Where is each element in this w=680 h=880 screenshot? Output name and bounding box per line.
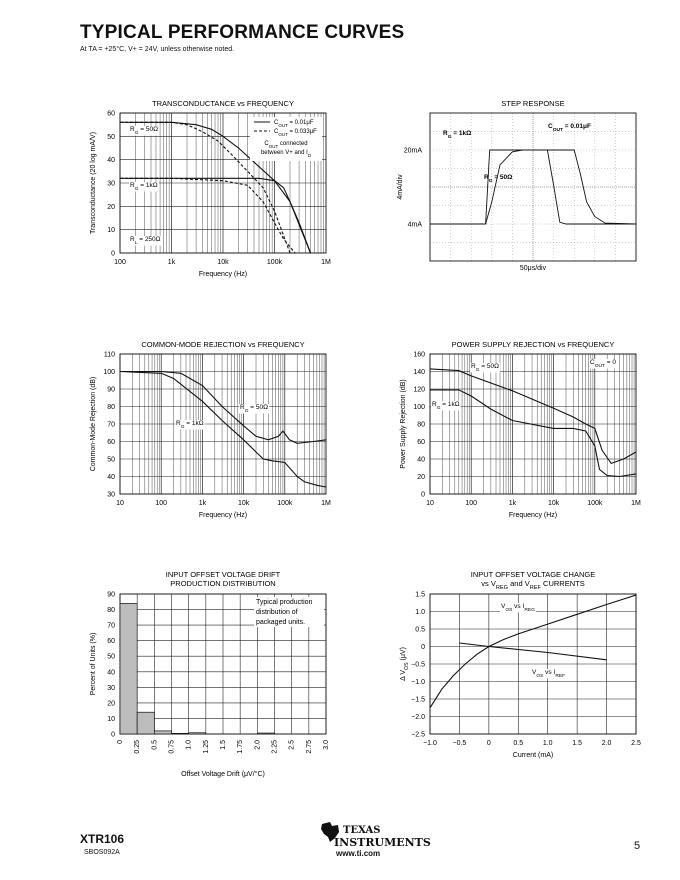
x-tick-label: 1M bbox=[321, 500, 331, 507]
x-tick-label: 0.75 bbox=[168, 740, 176, 754]
x-axis-label: Current (mA) bbox=[512, 752, 554, 759]
legend-label: Typical production bbox=[256, 599, 313, 606]
chart-offset-drift bbox=[90, 570, 330, 778]
chart-title: POWER SUPPLY REJECTION vs FREQUENCY bbox=[451, 340, 615, 349]
y-tick-label: 10 bbox=[107, 227, 115, 235]
x-tick-label: 2.5 bbox=[288, 740, 296, 750]
y-axis-label: Common-Mode Rejection (dB) bbox=[90, 376, 97, 472]
y-tick-label: 20 bbox=[417, 474, 425, 481]
y-tick-label: 50 bbox=[107, 133, 115, 141]
chart-cmrr bbox=[90, 340, 331, 519]
chart-subtitle: vs $V_{REG}$ and $V_{REF}$ CURRENTS bbox=[481, 579, 585, 591]
x-tick-label: 0.5 bbox=[151, 740, 159, 750]
y-tick-label: −1.0 bbox=[411, 679, 425, 686]
series-line bbox=[430, 369, 636, 464]
annotation-label: $R_L = 250\Omega$ bbox=[130, 236, 161, 246]
y-tick-label: 60 bbox=[417, 439, 425, 446]
x-tick-label: 1k bbox=[198, 500, 207, 507]
chart-offset-change bbox=[400, 570, 641, 759]
y-tick-label: 10 bbox=[107, 715, 115, 723]
y-tick-label: −2.0 bbox=[411, 714, 425, 721]
x-tick-label: 1.0 bbox=[542, 740, 553, 747]
y-tick-label: −0.5 bbox=[411, 661, 425, 669]
y-tick-label: −1.5 bbox=[411, 696, 425, 704]
bar bbox=[172, 733, 189, 734]
conditions-note: At TA = +25°C, V+ = 24V, unless otherwise noted. bbox=[80, 46, 235, 53]
y-tick-label: 20 bbox=[107, 700, 115, 708]
page-number: 5 bbox=[634, 840, 641, 852]
x-axis-label: Frequency (Hz) bbox=[198, 512, 248, 519]
x-tick-label: 0.5 bbox=[513, 740, 524, 747]
company-name-line1: TEXAS bbox=[343, 825, 381, 836]
y-tick-label: 100 bbox=[103, 369, 115, 376]
y-tick-label: 80 bbox=[107, 607, 115, 615]
x-tick-label: 2.25 bbox=[271, 740, 279, 754]
legend-label: $C_{OUT} = 0.033\mu F$ bbox=[274, 129, 317, 137]
chart-title: COMMON-MODE REJECTION vs FREQUENCY bbox=[141, 340, 305, 349]
y-tick-label: 40 bbox=[107, 157, 115, 165]
footer-document-id: SBOS092A bbox=[84, 849, 120, 856]
bar bbox=[120, 603, 137, 734]
annotation-label: $V_{OS}$ vs $I_{REG}$ bbox=[501, 603, 535, 613]
y-tick-label: 90 bbox=[107, 591, 115, 599]
y-axis-label: Power Supply Rejection (dB) bbox=[400, 379, 407, 469]
y-tick-label: 70 bbox=[107, 622, 115, 630]
y-tick-label: 90 bbox=[107, 386, 115, 394]
annotation-label: $R_G = 50\Omega$ bbox=[471, 363, 499, 373]
legend-label: $C_{OUT} = 0.01\mu F$ bbox=[274, 120, 314, 128]
legend-label: $C_{OUT}$ connected bbox=[264, 141, 308, 149]
chart-psrr bbox=[400, 340, 641, 519]
x-axis-label: 50μs/div bbox=[519, 265, 547, 272]
annotation-label: $R_G = 50\Omega$ bbox=[240, 404, 268, 414]
chart-subtitle: PRODUCTION DISTRIBUTION bbox=[170, 579, 276, 588]
legend-label: packaged units. bbox=[256, 619, 306, 626]
x-tick-label: 10k bbox=[217, 259, 229, 266]
x-axis-label: Frequency (Hz) bbox=[508, 512, 558, 519]
annotation-label: $R_G = 1k\Omega$ bbox=[130, 182, 158, 192]
bar bbox=[154, 731, 171, 734]
x-tick-label: 10k bbox=[237, 500, 250, 507]
x-tick-label: 10 bbox=[116, 500, 124, 507]
x-tick-label: 1.5 bbox=[220, 740, 227, 750]
x-tick-label: 100k bbox=[277, 500, 293, 507]
x-tick-label: 2.5 bbox=[631, 740, 641, 747]
x-tick-label: 1.5 bbox=[572, 740, 583, 747]
x-tick-label: 2.0 bbox=[254, 740, 262, 750]
x-tick-label: 10k bbox=[547, 500, 560, 507]
legend-label: between V+ and $I_D$ bbox=[260, 150, 312, 158]
x-tick-label: 2.0 bbox=[601, 740, 612, 747]
x-axis-label: Offset Voltage Drift (μV/°C) bbox=[181, 771, 265, 778]
annotation-label: $C_{OUT} = 0$ bbox=[590, 359, 616, 369]
chart-title: TRANSCONDUCTANCE vs FREQUENCY bbox=[152, 99, 294, 108]
y-tick-label: 40 bbox=[107, 669, 115, 677]
x-tick-label: 2.75 bbox=[305, 740, 313, 754]
annotation-label: $R_G = 50\Omega$ bbox=[130, 126, 158, 136]
company-name-line2: INSTRUMENTS bbox=[334, 836, 431, 849]
x-tick-label: 1M bbox=[321, 259, 331, 266]
bar bbox=[137, 712, 154, 734]
y-axis-label: Transconductance (20 log mA/V) bbox=[90, 131, 97, 235]
x-tick-label: 1.0 bbox=[185, 740, 193, 750]
y-tick-label: 0.5 bbox=[415, 626, 425, 634]
y-tick-label: 40 bbox=[107, 474, 115, 481]
x-tick-label: 100 bbox=[114, 259, 126, 266]
chart-transconductance bbox=[90, 99, 331, 278]
x-tick-label: −0.5 bbox=[452, 740, 467, 747]
annotation-label: $R_G = 50\Omega$ bbox=[484, 174, 513, 184]
bar bbox=[257, 733, 274, 734]
y-tick-label: 120 bbox=[413, 386, 425, 394]
x-tick-label: 0.25 bbox=[134, 740, 142, 754]
x-tick-label: 0 bbox=[486, 740, 491, 747]
y-tick-label: 1.5 bbox=[415, 591, 425, 599]
y-tick-label: 80 bbox=[107, 404, 115, 411]
y-tick-label: 50 bbox=[107, 456, 115, 464]
company-url[interactable]: www.ti.com bbox=[336, 849, 381, 858]
x-tick-label: 1.25 bbox=[202, 740, 210, 754]
bar bbox=[189, 733, 206, 734]
chart-title: INPUT OFFSET VOLTAGE CHANGE bbox=[470, 570, 596, 579]
y-tick-label: 140 bbox=[413, 369, 425, 376]
y-tick-label: 60 bbox=[107, 638, 115, 646]
x-tick-label: 100 bbox=[155, 500, 168, 507]
y-tick-label: 30 bbox=[107, 684, 115, 692]
y-tick-label: 40 bbox=[417, 456, 425, 464]
y-axis-label: Δ $V_{OS}$ (μV) bbox=[400, 647, 410, 681]
x-tick-label: 3.0 bbox=[323, 740, 330, 750]
y-tick-label: 30 bbox=[107, 491, 115, 499]
y-tick-label: 1.0 bbox=[415, 609, 425, 616]
x-tick-label: 10 bbox=[426, 500, 434, 507]
x-tick-label: 1k bbox=[167, 259, 176, 266]
x-tick-label: 1M bbox=[631, 500, 641, 507]
x-tick-label: 100 bbox=[465, 500, 478, 507]
y-tick-label: 60 bbox=[107, 439, 115, 446]
x-tick-label: 100k bbox=[587, 500, 603, 507]
x-tick-label: 0 bbox=[117, 740, 124, 744]
x-axis-label: Frequency (Hz) bbox=[198, 271, 248, 278]
annotation-label: $R_G = 1k\Omega$ bbox=[176, 420, 204, 430]
series-line bbox=[120, 372, 326, 444]
y-tick-label: 20mA bbox=[403, 147, 422, 155]
series-line bbox=[430, 390, 636, 477]
y-tick-label: 80 bbox=[417, 421, 425, 429]
y-tick-label: 0 bbox=[111, 250, 115, 258]
y-tick-label: 160 bbox=[413, 351, 425, 359]
y-axis-label: Percent of Units (%) bbox=[90, 632, 97, 696]
annotation-label: $R_G = 1k\Omega$ bbox=[432, 401, 460, 411]
y-tick-label: 50 bbox=[107, 653, 115, 661]
y-tick-label: 110 bbox=[103, 351, 115, 359]
legend-label: distribution of bbox=[256, 609, 298, 616]
annotation-label: $C_{OUT} = 0.01\mu F$ bbox=[548, 123, 591, 133]
footer-part-number: XTR106 bbox=[80, 832, 125, 846]
y-tick-label: 4mA bbox=[407, 221, 422, 229]
y-tick-label: 70 bbox=[107, 421, 115, 429]
chart-title: STEP RESPONSE bbox=[501, 99, 565, 108]
y-tick-label: 60 bbox=[107, 110, 115, 118]
y-tick-label: 0 bbox=[421, 491, 425, 499]
x-tick-label: −1.0 bbox=[423, 740, 437, 747]
y-tick-label: 0 bbox=[111, 731, 115, 739]
chart-step-response bbox=[397, 99, 636, 272]
y-tick-label: 0 bbox=[421, 644, 425, 651]
y-axis-label: 4mA/div bbox=[397, 174, 404, 200]
chart-title: INPUT OFFSET VOLTAGE DRIFT bbox=[165, 570, 281, 579]
y-tick-label: 30 bbox=[107, 180, 115, 188]
x-tick-label: 1.75 bbox=[237, 740, 245, 754]
x-tick-label: 100k bbox=[266, 259, 283, 266]
page-title: TYPICAL PERFORMANCE CURVES bbox=[80, 22, 405, 43]
y-tick-label: 100 bbox=[413, 404, 425, 411]
annotation-label: $V_{OS}$ vs $I_{REF}$ bbox=[532, 669, 566, 679]
annotation-label: $R_G = 1k\Omega$ bbox=[443, 130, 472, 140]
y-tick-label: 20 bbox=[107, 203, 115, 211]
y-tick-label: −2.5 bbox=[411, 731, 425, 739]
x-tick-label: 1k bbox=[508, 500, 517, 507]
